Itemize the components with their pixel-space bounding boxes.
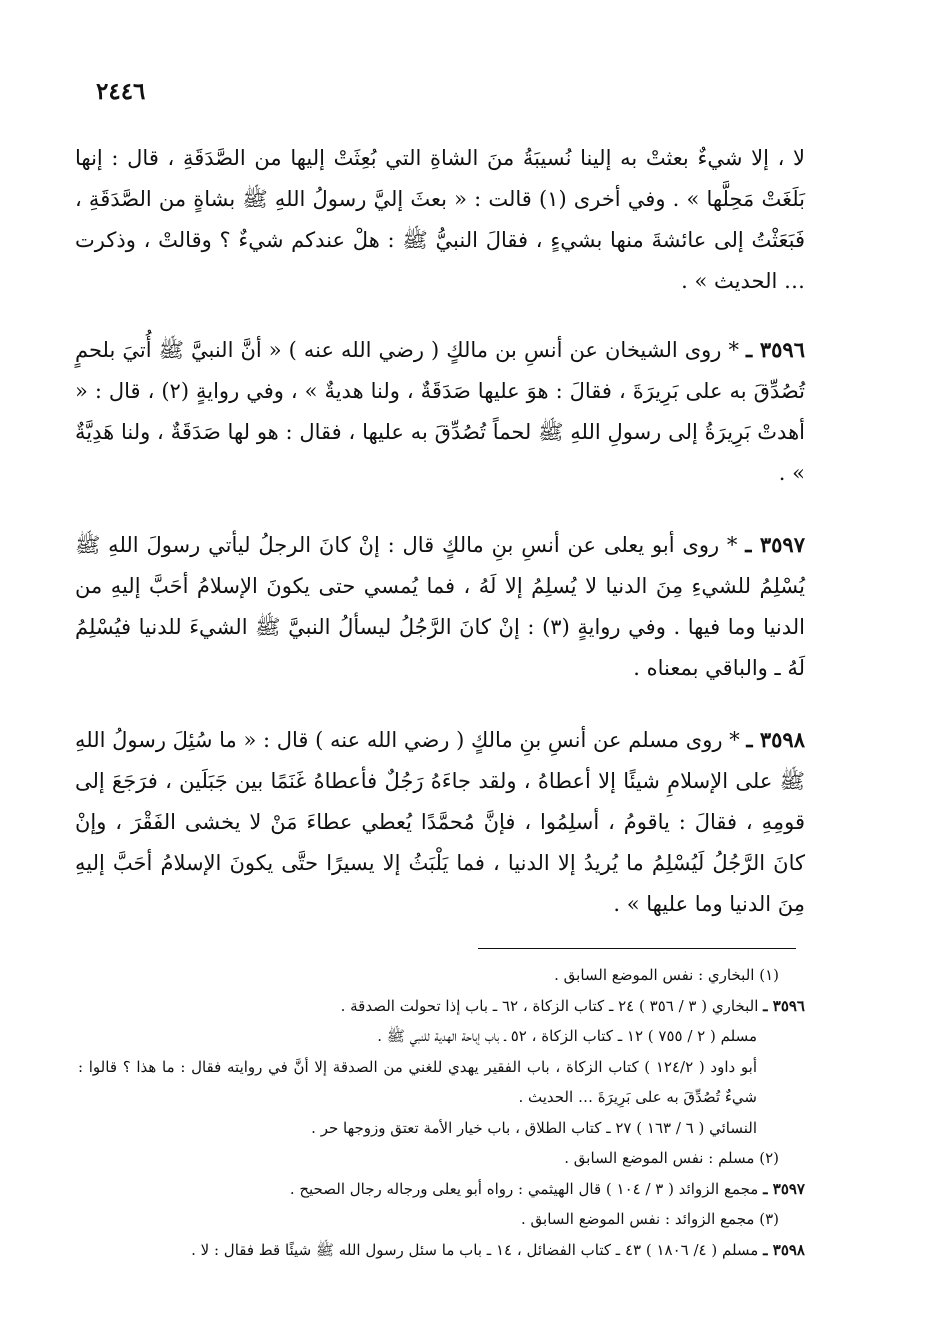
hadith-3598 bbox=[75, 719, 805, 925]
hadith-text: * روى مسلم عن أنسِ بنِ مالكٍ ( رضي الله عنه ) قال : « ما سُئِلَ رسولُ اللهِ ﷺ على الإسلامِ شيئًا إلا أعطاهُ ، ولقد جاءَهُ رَجُلٌ فأعطاهُ غَنَمًا بين جَبَلَين ، فرَجَعَ إلى قومِهِ ، فقالَ : ياقومُ ، أسلِمُوا ، فإنَّ مُحمَّدًا يُعطي عطاءَ مَنْ لا يخشى الفَقْرَ ، وإنْ كانَ الرَّجُلُ لَيُسْلِمُ ما يُريدُ إلا الدنيا ، فما يَلْبَثُ إلا يسيرًا حتَّى يكونَ الإسلامُ أحَبَّ إليهِ مِنَ الدنيا وما عليها » . bbox=[75, 728, 805, 916]
footnote-text: مجمع الزوائد ( ٣ / ١٠٤ ) قال الهيثمي : رواه أبو يعلى ورجاله رجال الصحيح . bbox=[289, 1179, 759, 1198]
footnotes bbox=[78, 960, 805, 1265]
footnote bbox=[78, 1052, 805, 1113]
hadith-3596 bbox=[75, 329, 805, 494]
footnote-text: النسائي ( ٦ / ١٦٣ ) ٢٧ ـ كتاب الطلاق ، باب خيار الأمة تعتق وزوجها حر . bbox=[311, 1118, 757, 1137]
footnote bbox=[78, 960, 805, 991]
footnote bbox=[78, 1143, 805, 1174]
footnote bbox=[78, 1113, 805, 1144]
hadith-3597 bbox=[75, 524, 805, 689]
hadith-number: ٣٥٩٨ ـ bbox=[746, 727, 805, 752]
footnote bbox=[78, 1174, 805, 1205]
paragraph-continuation bbox=[75, 138, 805, 302]
footnote-label: (١) bbox=[759, 966, 779, 984]
footnote-label: (٢) bbox=[759, 1149, 779, 1167]
footnote-label: ٣٥٩٧ ـ bbox=[763, 1179, 805, 1198]
paragraph-text: لا ، إلا شيءٌ بعثتْ به إلينا نُسيبَةُ منَ الشاةِ التي بُعِثَتْ إليها من الصَّدَقَةِ ، قال : إنها بَلَغَتْ مَحِلَّها » . وفي أخرى (١) قالت : « بعثَ إليَّ رسولُ اللهِ ﷺ بشاةٍ من الصَّدَقَةِ ، فَبَعَثْتُ إلى عائشةَ منها بشيءٍ ، فقالَ النبيُّ ﷺ : هلْ عندكم شيءٌ ؟ وقالتْ ، وذكرت … الحديث » . bbox=[75, 146, 805, 293]
footnote-text: مسلم : نفس الموضع السابق . bbox=[564, 1149, 755, 1167]
hadith-number: ٣٥٩٧ ـ bbox=[745, 532, 805, 557]
footnote-text: البخاري : نفس الموضع السابق . bbox=[554, 966, 755, 984]
footnote-label: ٣٥٩٦ ـ bbox=[763, 996, 805, 1015]
footnote-text: مجمع الزوائد : نفس الموضع السابق . bbox=[521, 1210, 755, 1228]
footnote bbox=[78, 991, 805, 1022]
footnote bbox=[78, 1204, 805, 1235]
footnote bbox=[78, 1021, 805, 1052]
footnote-text: مسلم ( ٢ / ٧٥٥ ) ١٢ ـ كتاب الزكاة ، ٥٢ ـ باب إباحة الهدية للنبي ﷺ . bbox=[377, 1027, 757, 1045]
footnotes-divider bbox=[478, 948, 796, 949]
footnote-text: البخاري ( ٣ / ٣٥٦ ) ٢٤ ـ كتاب الزكاة ، ٦٢ ـ باب إذا تحولت الصدقة . bbox=[340, 996, 759, 1015]
footnote-label: (٣) bbox=[759, 1210, 779, 1228]
footnote-text: مسلم ( ٤/ ١٨٠٦ ) ٤٣ ـ كتاب الفضائل ، ١٤ ـ باب ما سئل رسول الله ﷺ شيئًا قط فقال : لا . bbox=[191, 1240, 759, 1259]
hadith-text: * روى الشيخان عن أنسِ بن مالكٍ ( رضي الله عنه ) « أنَّ النبيَّ ﷺ أُتيَ بلحمٍ تُصُدِّقَ به على بَرِيرَةَ ، فقالَ : هوَ عليها صَدَقَةٌ ، ولنا هديةٌ » ، وفي روايةٍ (٢) ، قال : « أهدتْ بَرِيرَةُ إلى رسولِ اللهِ ﷺ لحماً تُصُدِّقَ به عليها ، فقال : هو لها صَدَقَةٌ ، ولنا هَدِيَّةٌ » . bbox=[75, 338, 805, 485]
hadith-number: ٣٥٩٦ ـ bbox=[746, 337, 805, 362]
footnote bbox=[78, 1235, 805, 1266]
footnote-label: ٣٥٩٨ ـ bbox=[763, 1240, 805, 1259]
hadith-text: * روى أبو يعلى عن أنسِ بنِ مالكٍ قال : إنْ كانَ الرجلُ ليأتي رسولَ اللهِ ﷺ يُسْلِمُ للشيءِ مِنَ الدنيا لا يُسلِمُ إلا لَهُ ، فما يُمسي حتى يكونَ الإسلامُ أحَبَّ إليهِ من الدنيا وما فيها . وفي روايةٍ (٣) : إنْ كانَ الرَّجُلُ ليسألُ النبيَّ ﷺ الشيءَ للدنيا فيُسْلِمُ لَهُ ـ والباقي بمعناه . bbox=[75, 533, 806, 680]
footnote-text: أبو داود ( ١٢٤/٢ ) كتاب الزكاة ، باب الفقير يهدي للغني من الصدقة إلا أنَّ في روايته فقال : ما هذا ؟ قالوا : شيءٌ تُصُدِّقَ به على بَرِيرَةَ … الحديث . bbox=[78, 1057, 757, 1106]
main-text bbox=[75, 138, 805, 955]
page-number: ٢٤٤٦ bbox=[96, 78, 146, 105]
